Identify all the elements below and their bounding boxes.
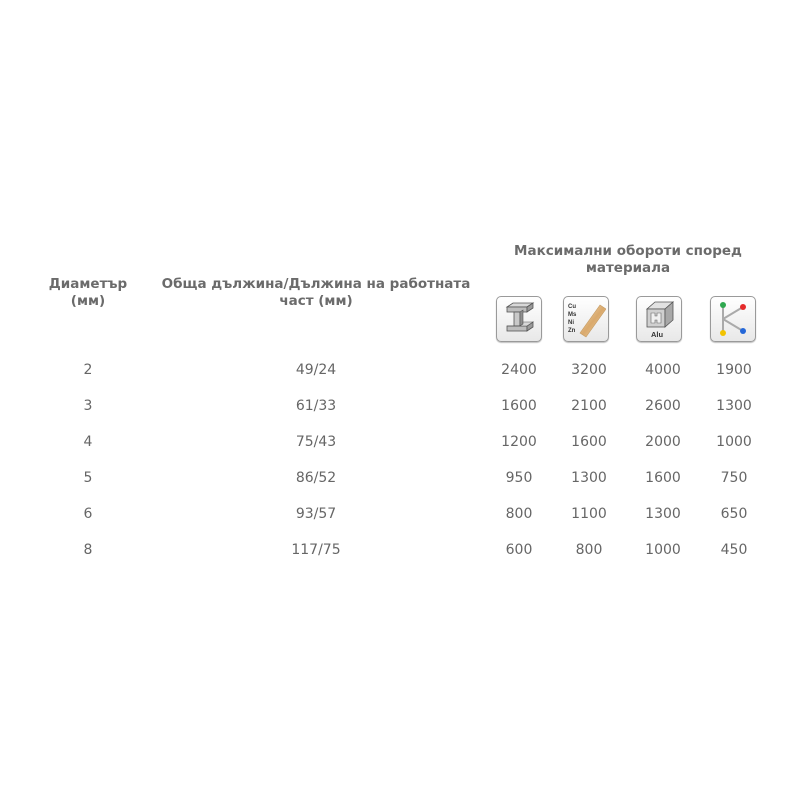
speed-cell: 4000 <box>645 362 681 378</box>
speed-cell: 1900 <box>716 362 752 378</box>
speed-cell: 1300 <box>645 506 681 522</box>
metal-label-zn: Zn <box>568 328 576 334</box>
length-cell: 117/75 <box>291 542 341 558</box>
speed-cell: 1300 <box>716 398 752 414</box>
length-header <box>160 276 472 310</box>
nonferrous-metals-icon <box>563 296 609 342</box>
diameter-header-line2: (мм) <box>70 293 106 309</box>
speed-cell: 600 <box>505 542 533 558</box>
length-header-line1: Обща дължина/Дължина на работната <box>161 276 471 292</box>
speed-cell: 1300 <box>571 470 607 486</box>
plastics-icon <box>710 296 756 342</box>
length-cell: 86/52 <box>295 470 337 486</box>
diameter-cell: 8 <box>83 542 93 558</box>
diameter-cell: 4 <box>83 434 93 450</box>
max-speed-header-line2: материала <box>585 260 671 276</box>
length-cell: 49/24 <box>295 362 337 378</box>
speed-cell: 3200 <box>571 362 607 378</box>
metal-label-cu: Cu <box>568 304 576 310</box>
length-cell: 93/57 <box>295 506 337 522</box>
speed-cell: 2400 <box>501 362 537 378</box>
speed-cell: 1600 <box>571 434 607 450</box>
max-speed-header <box>500 243 756 277</box>
speed-cell: 750 <box>720 470 748 486</box>
speed-cell: 1000 <box>716 434 752 450</box>
steel-beam-icon <box>496 296 542 342</box>
speed-cell: 2000 <box>645 434 681 450</box>
diameter-header <box>38 276 138 310</box>
speed-cell: 1600 <box>645 470 681 486</box>
speed-cell: 800 <box>505 506 533 522</box>
length-cell: 61/33 <box>295 398 337 414</box>
speed-cell: 1200 <box>501 434 537 450</box>
speed-cell: 950 <box>505 470 533 486</box>
metal-label-ms: Ms <box>568 312 577 318</box>
speed-cell: 450 <box>720 542 748 558</box>
diameter-cell: 5 <box>83 470 93 486</box>
length-cell: 75/43 <box>295 434 337 450</box>
speed-cell: 1100 <box>571 506 607 522</box>
alu-label: Alu <box>651 330 664 339</box>
speed-cell: 1600 <box>501 398 537 414</box>
diameter-cell: 3 <box>83 398 93 414</box>
length-header-line2: част (мм) <box>279 293 353 309</box>
speed-cell: 1000 <box>645 542 681 558</box>
diameter-cell: 2 <box>83 362 93 378</box>
speed-cell: 2100 <box>571 398 607 414</box>
diameter-cell: 6 <box>83 506 93 522</box>
speed-cell: 800 <box>575 542 603 558</box>
metal-label-ni: Ni <box>568 320 574 326</box>
speed-cell: 2600 <box>645 398 681 414</box>
max-speed-header-line1: Максимални обороти според <box>514 243 742 259</box>
diameter-header-line1: Диаметър <box>48 276 128 292</box>
speed-cell: 650 <box>720 506 748 522</box>
aluminum-profile-icon <box>636 296 682 342</box>
